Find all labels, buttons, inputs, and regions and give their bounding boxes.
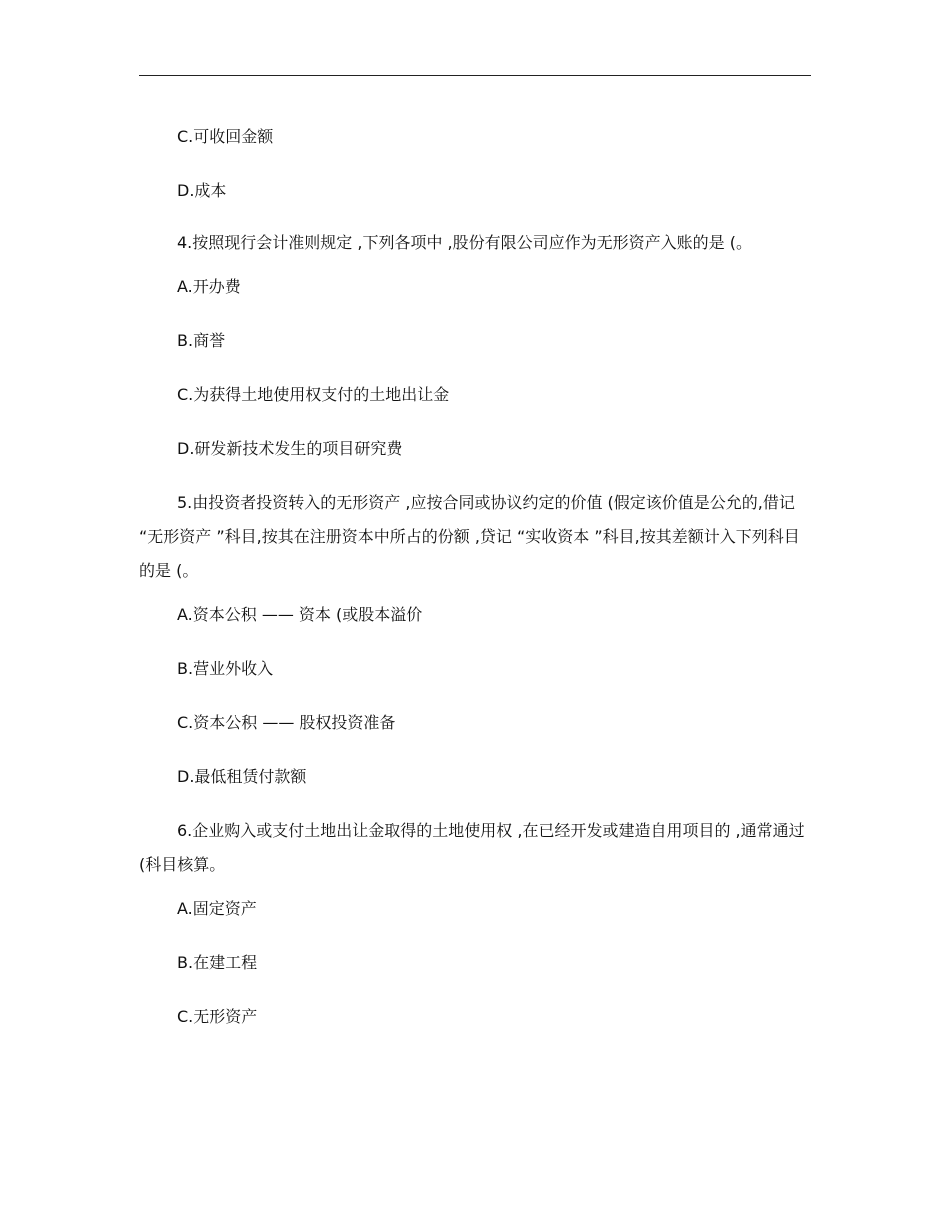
q5-option-d: D.最低租赁付款额: [177, 767, 307, 786]
question-4: 4.按照现行会计准则规定 ,下列各项中 ,股份有限公司应作为无形资产入账的是 (。: [177, 233, 752, 252]
q3-option-d: D.成本: [177, 181, 227, 200]
q5-option-b: B.营业外收入: [177, 659, 274, 678]
q6-option-b: B.在建工程: [177, 953, 258, 972]
q4-option-d: D.研发新技术发生的项目研究费: [177, 439, 403, 458]
header-rule: [139, 75, 811, 76]
q4-option-c: C.为获得土地使用权支付的土地出让金: [177, 385, 450, 404]
q4-option-b: B.商誉: [177, 331, 226, 350]
q6-option-c: C.无形资产: [177, 1007, 258, 1026]
question-5: 5.由投资者投资转入的无形资产 ,应按合同或协议约定的价值 (假定该价值是公允的,借记 “无形资产 ”科目,按其在注册资本中所占的份额 ,贷记 “实收资本 ”科目,按其差额计入下列科目的是 (。: [139, 493, 800, 580]
q6-option-a: A.固定资产: [177, 899, 257, 918]
q5-option-c: C.资本公积 —— 股权投资准备: [177, 713, 396, 732]
q3-option-c: C.可收回金额: [177, 127, 274, 146]
document-body: [139, 125, 811, 1029]
q5-option-a: A.资本公积 —— 资本 (或股本溢价: [177, 605, 423, 624]
q4-option-a: A.开办费: [177, 277, 241, 296]
question-6: 6.企业购入或支付土地出让金取得的土地使用权 ,在已经开发或建造自用项目的 ,通常通过 (科目核算。: [139, 821, 805, 874]
